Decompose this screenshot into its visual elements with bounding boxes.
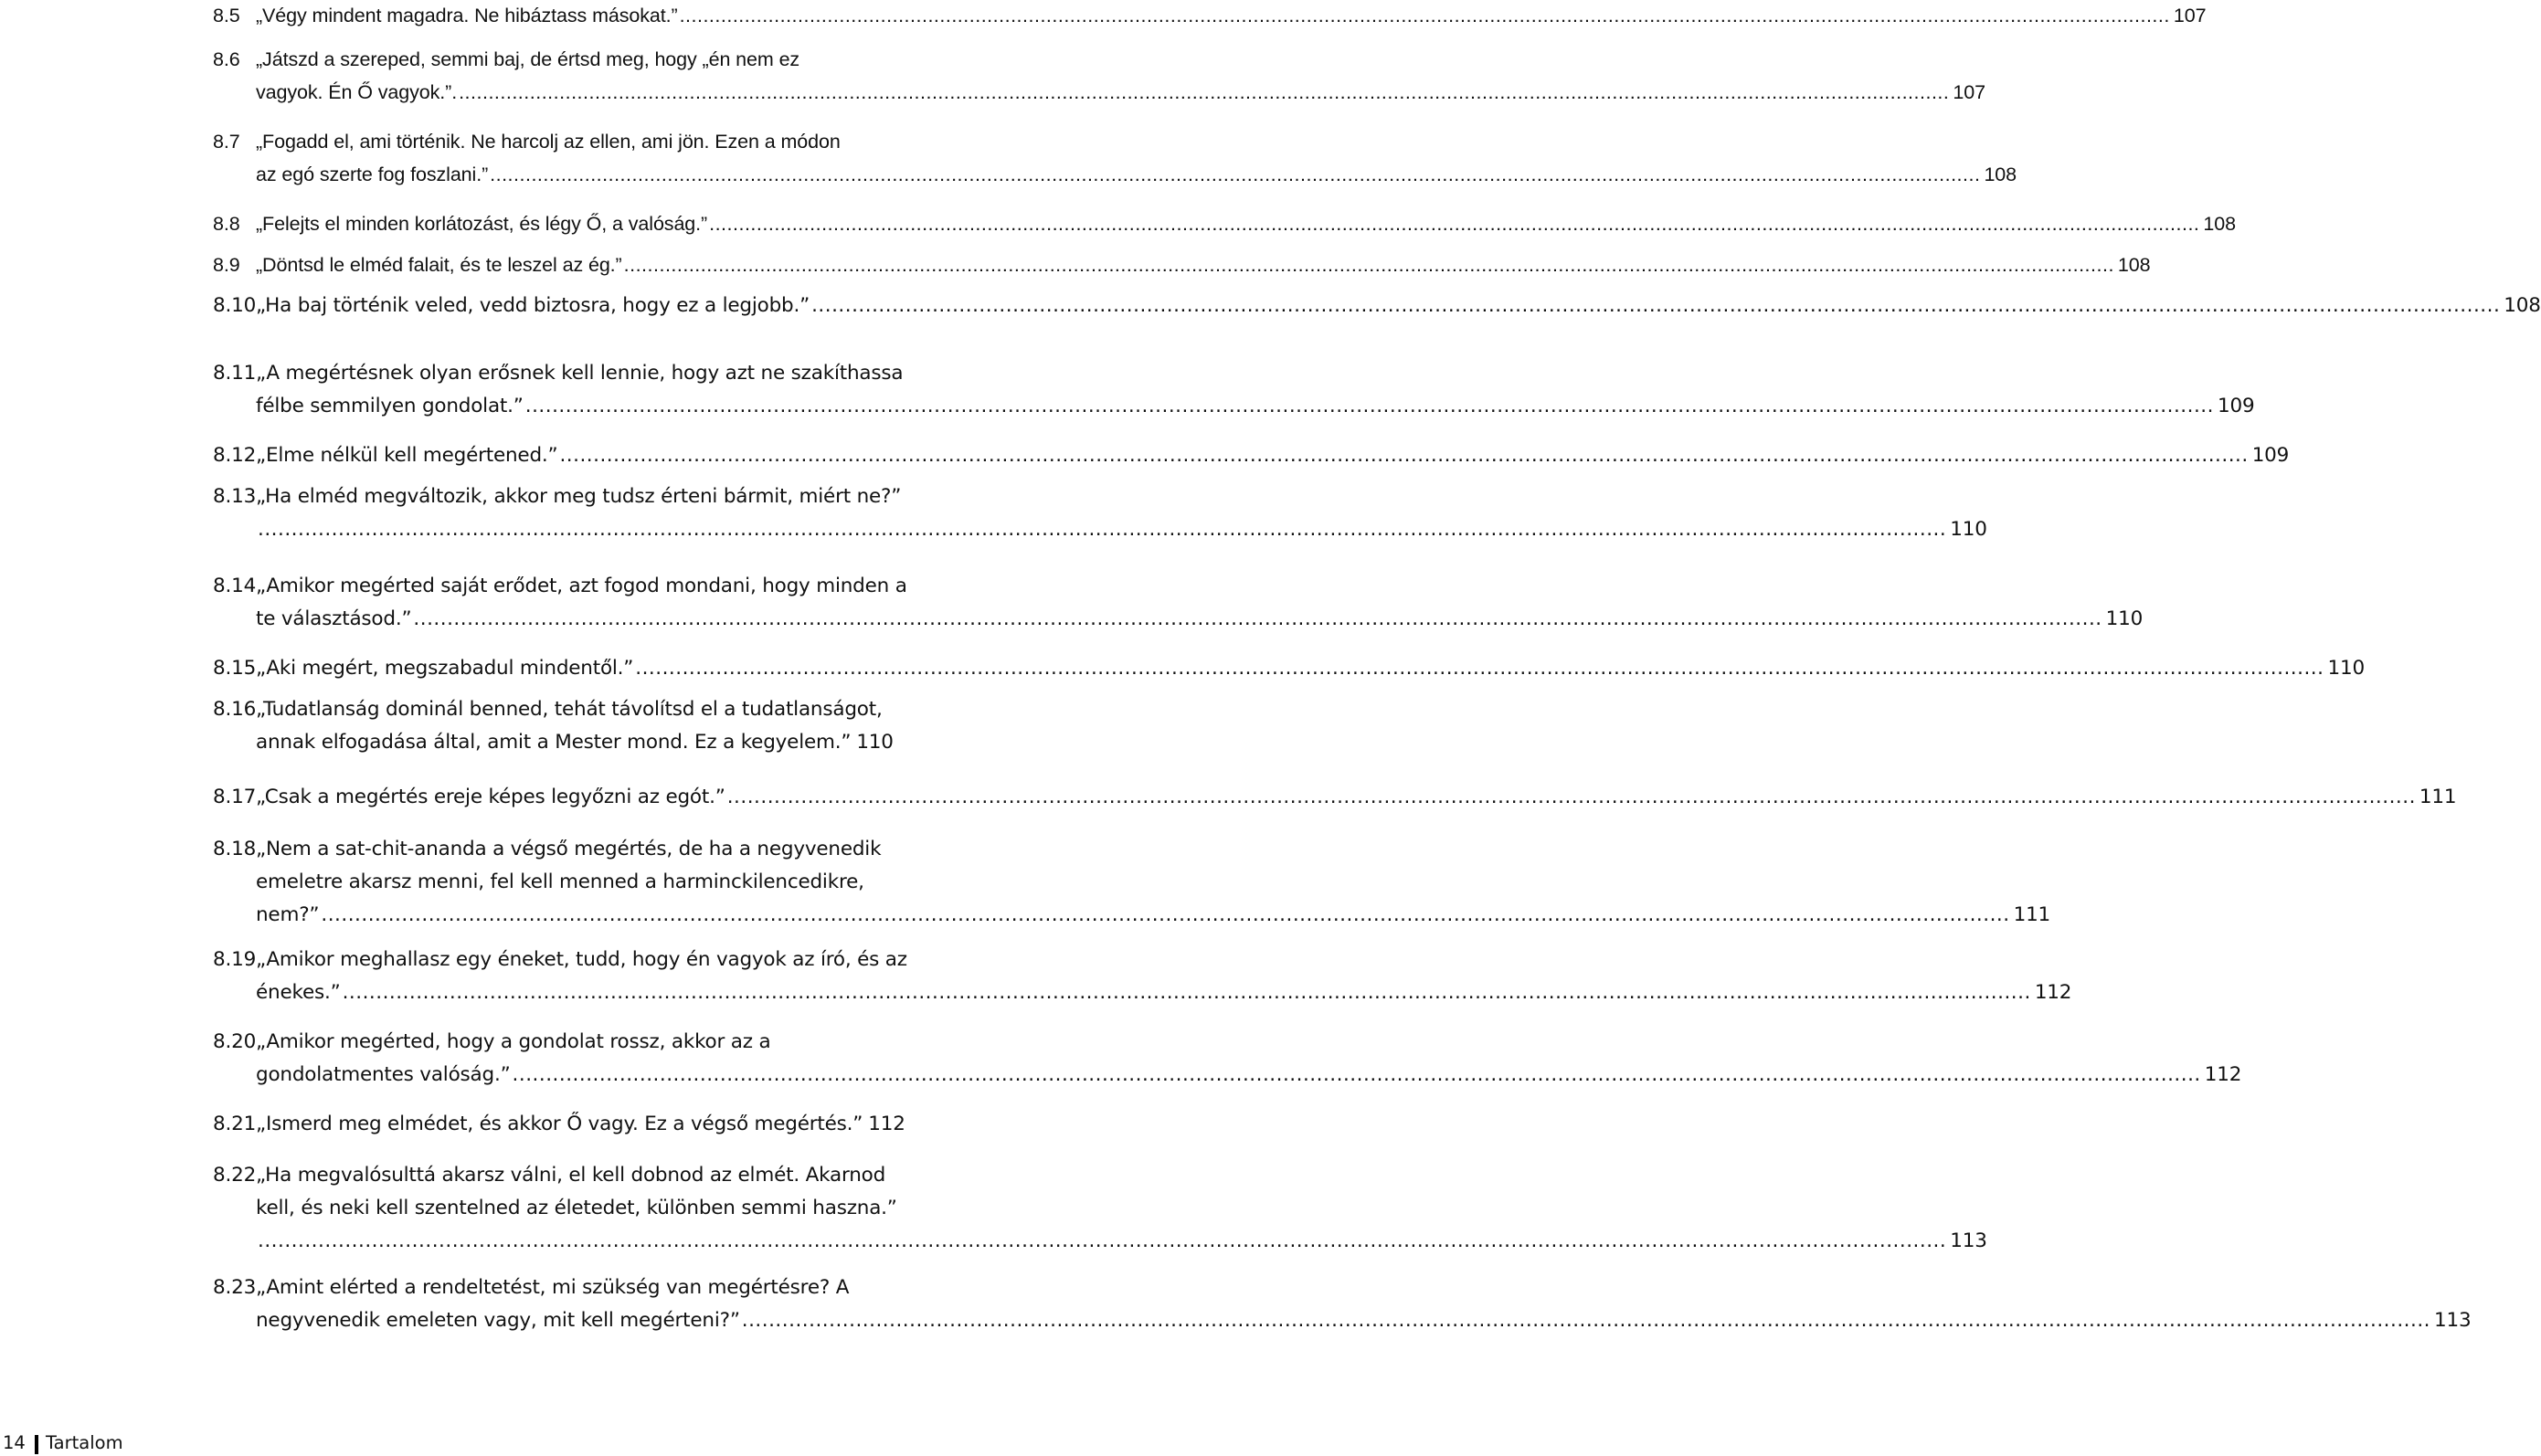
toc-entry-line — [256, 1226, 1987, 1257]
toc-entry-title: gondolatmentes valóság.” — [256, 1063, 511, 1086]
toc-entry-number: 8.12 — [213, 444, 257, 467]
toc-entry-title: „Aki megért, megszabadul mindentől.” — [256, 657, 634, 680]
page-footer — [0, 1430, 183, 1456]
toc-page-number: 111 — [2419, 786, 2457, 808]
toc-entry-line — [256, 1060, 2242, 1091]
toc-dot-leader — [513, 1060, 2201, 1091]
toc-entry-title: „Csak a megértés ereje képes legyőzni az egót.” — [256, 786, 725, 808]
toc-entry-line — [213, 358, 904, 389]
toc-entry-title: „Amikor megérted saját erődet, azt fogod mondani, hogy minden a — [256, 575, 907, 597]
toc-entry-line — [256, 977, 2072, 1008]
toc-page-number: 110 — [2105, 607, 2144, 630]
toc-entry-title: énekes.” — [256, 981, 341, 1004]
toc-dot-leader — [727, 782, 2416, 813]
toc-entry-line — [256, 1193, 897, 1224]
toc-page-number: 110 — [2327, 657, 2365, 680]
toc-dot-leader — [413, 604, 2102, 635]
toc-page-number: 108 — [2203, 213, 2236, 235]
toc-entry-number: 8.16 — [213, 698, 257, 721]
toc-entry-line — [213, 1027, 863, 1058]
toc-entry-line — [256, 604, 2144, 635]
toc-dot-leader — [709, 208, 2199, 239]
toc-page-number: 110 — [856, 731, 894, 754]
toc-entry-title: „Ha elméd megváltozik, akkor meg tudsz érteni bármit, miért ne?” — [256, 485, 902, 508]
toc-page-number: 108 — [1984, 164, 2017, 185]
toc-entry-title: emeletre akarsz menni, fel kell menned a harminckilencedikre, — [256, 870, 864, 893]
toc-entry-line — [213, 944, 907, 976]
toc-entry-line — [213, 290, 2541, 322]
toc-entry-number: 8.15 — [213, 657, 257, 680]
toc-page-number: 112 — [2034, 981, 2072, 1004]
toc-entry-line — [213, 1272, 863, 1303]
toc-entry-number: 8.7 — [213, 131, 240, 153]
toc-page-number: 113 — [2434, 1309, 2472, 1332]
toc-entry-line — [256, 391, 2255, 422]
toc-dot-leader — [321, 900, 2009, 931]
toc-entry-number: 8.17 — [213, 786, 257, 808]
toc-entry-title: annak elfogadása által, amit a Mester mond. Ez a kegyelem.” — [256, 731, 852, 754]
toc-dot-leader — [525, 391, 2214, 422]
toc-page-number: 112 — [2204, 1063, 2242, 1086]
toc-entry-line — [256, 900, 2051, 931]
toc-page-number: 112 — [868, 1113, 905, 1135]
toc-entry-title: „Játszd a szereped, semmi baj, de értsd meg, hogy „én nem ez — [256, 48, 800, 70]
toc-entry-number: 8.20 — [213, 1030, 257, 1053]
toc-dot-leader — [343, 977, 2031, 1008]
toc-entry-number: 8.9 — [213, 254, 240, 276]
toc-entry-title: „Amikor meghallasz egy éneket, tudd, hogy én vagyok az író, és az — [256, 948, 907, 971]
toc-entry-line — [213, 834, 882, 865]
toc-entry-title: „Amint elérted a rendeltetést, mi szükség van megértésre? A — [256, 1276, 850, 1299]
toc-entry-line — [213, 0, 2207, 31]
toc-entry-number: 8.11 — [213, 362, 257, 385]
toc-entry-title: „Döntsd le elméd falait, és te leszel az ég.” — [256, 254, 622, 276]
toc-entry-number: 8.18 — [213, 838, 257, 860]
toc-page-number: 109 — [2217, 395, 2255, 417]
toc-entry-number: 8.8 — [213, 213, 240, 235]
toc-entry-number: 8.5 — [213, 5, 240, 26]
toc-entry-title: „Tudatlanság dominál benned, tehát távolítsd el a tudatlanságot, — [256, 698, 883, 721]
toc-dot-leader — [258, 514, 1946, 545]
toc-entry-line — [213, 44, 863, 75]
toc-entry-title: „Elme nélkül kell megértened.” — [256, 444, 558, 467]
toc-page-number: 108 — [2117, 254, 2151, 276]
toc-entry-title: az egó szerte fog foszlani.” — [256, 164, 489, 185]
toc-entry-title: te választásod.” — [256, 607, 412, 630]
toc-entry-number: 8.10 — [213, 294, 257, 317]
toc-entry-number: 8.14 — [213, 575, 257, 597]
toc-entry-line — [213, 653, 2365, 684]
toc-entry-line — [213, 1160, 886, 1191]
toc-entry-line — [213, 782, 2457, 813]
toc-entry-number: 8.22 — [213, 1164, 257, 1187]
toc-entry-title: félbe semmilyen gondolat.” — [256, 395, 524, 417]
toc-entry-number: 8.19 — [213, 948, 257, 971]
toc-entry-title: kell, és neki kell szentelned az életedet, különben semmi haszna.” — [256, 1197, 897, 1219]
toc-dot-leader — [258, 1226, 1946, 1257]
toc-entry-line — [213, 694, 883, 725]
toc-entry-title: „A megértésnek olyan erősnek kell lennie, hogy azt ne szakíthassa — [256, 362, 904, 385]
toc-dot-leader — [811, 290, 2500, 322]
toc-entry-title: „Felejts el minden korlátozást, és légy Ő, a valóság.” — [256, 213, 708, 235]
toc-entry-line — [256, 514, 1987, 545]
toc-entry-number: 8.13 — [213, 485, 257, 508]
toc-entry-title: „Ismerd meg elmédet, és akkor Ő vagy. Ez a végső megértés.” — [256, 1113, 863, 1135]
toc-entry-line — [256, 77, 1985, 108]
toc-entry-line — [213, 126, 863, 157]
toc-dot-leader — [635, 653, 2324, 684]
toc-entry-line — [256, 867, 863, 898]
toc-page-number: 111 — [2013, 903, 2051, 926]
toc-entry-title: „Nem a sat-chit-ananda a végső megértés, de ha a negyvenedik — [256, 838, 882, 860]
toc-entry-title: „Ha megvalósulttá akarsz válni, el kell dobnod az elmét. Akarnod — [256, 1164, 886, 1187]
toc-entry-line — [213, 1109, 905, 1140]
toc-entry-line — [213, 571, 907, 602]
toc-page-number: 107 — [2173, 5, 2207, 26]
toc-page-number: 113 — [1950, 1229, 1987, 1252]
toc-entry-line — [256, 727, 894, 758]
toc-entry-line — [256, 1305, 2472, 1336]
toc-entry-line — [213, 249, 2151, 280]
toc-dot-leader — [624, 249, 2114, 280]
footer-page-number: 14 — [3, 1432, 26, 1453]
toc-dot-leader — [742, 1305, 2430, 1336]
toc-entry-line — [213, 481, 902, 512]
toc-entry-title: „Fogadd el, ami történik. Ne harcolj az ellen, ami jön. Ezen a módon — [256, 131, 841, 153]
toc-page-number: 110 — [1950, 518, 1987, 541]
toc-page-number: 109 — [2251, 444, 2290, 467]
toc-entry-title: negyvenedik emeleten vagy, mit kell megérteni?” — [256, 1309, 740, 1332]
toc-entry-line — [256, 159, 2017, 190]
toc-entry-title: „Végy mindent magadra. Ne hibáztass másokat.” — [256, 5, 678, 26]
toc-entry-number: 8.21 — [213, 1113, 257, 1135]
toc-entry-line — [213, 208, 2236, 239]
toc-page-number: 108 — [2504, 294, 2541, 317]
footer-section-title: Tartalom — [46, 1432, 123, 1453]
toc-dot-leader — [559, 440, 2248, 471]
toc-entry-title: „Ha baj történik veled, vedd biztosra, hogy ez a legjobb.” — [256, 294, 810, 317]
toc-entry-title: vagyok. Én Ő vagyok.”. — [256, 81, 458, 103]
toc-entry-number: 8.6 — [213, 48, 240, 70]
toc-dot-leader — [680, 0, 2170, 31]
footer-divider — [35, 1435, 38, 1454]
toc-page-number: 107 — [1953, 81, 1985, 103]
toc-entry-number: 8.23 — [213, 1276, 257, 1299]
toc-entry-line — [213, 440, 2290, 471]
toc-entry-title: „Amikor megérted, hogy a gondolat rossz, akkor az a — [256, 1030, 771, 1053]
toc-entry-title: nem?” — [256, 903, 320, 926]
toc-dot-leader — [490, 159, 1980, 190]
toc-dot-leader — [459, 77, 1949, 108]
